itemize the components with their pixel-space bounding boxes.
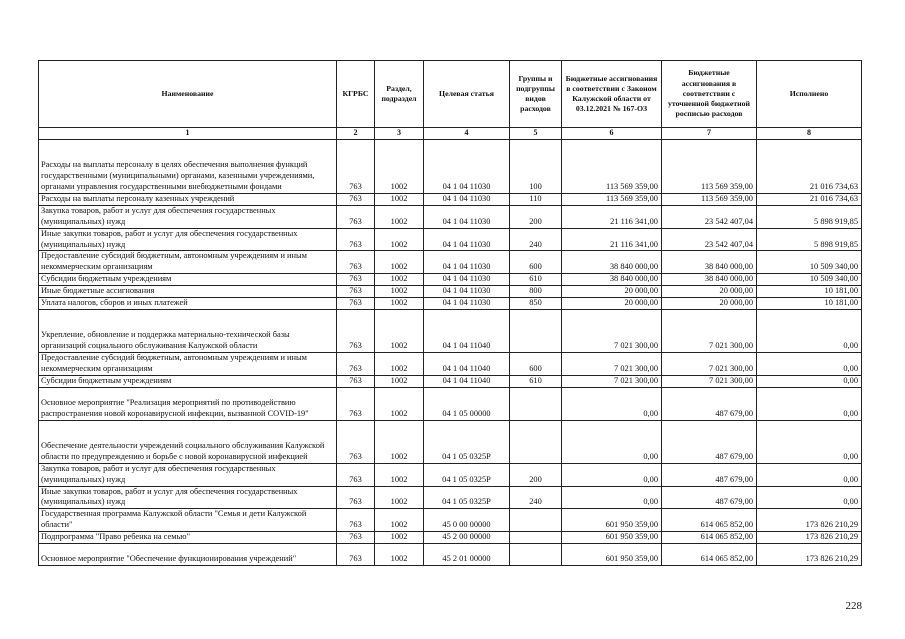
row-law-amount: 20 000,00 xyxy=(562,298,662,310)
row-kgrbs: 763 xyxy=(337,532,375,544)
row-refined-amount: 7 021 300,00 xyxy=(662,309,757,352)
row-law-amount: 38 840 000,00 xyxy=(562,274,662,286)
table-row xyxy=(39,486,862,509)
row-law-amount: 0,00 xyxy=(562,463,662,486)
column-number: 2 xyxy=(337,128,375,140)
row-section: 1002 xyxy=(375,387,424,420)
row-name: Основное мероприятие "Обеспечение функционирования учреждений" xyxy=(39,544,337,566)
row-kgrbs: 763 xyxy=(337,420,375,463)
row-group: 240 xyxy=(510,228,562,251)
row-executed-amount: 0,00 xyxy=(757,309,862,352)
row-name: Закупка товаров, работ и услуг для обеспечения государственных (муниципальных) нужд xyxy=(39,463,337,486)
row-section: 1002 xyxy=(375,228,424,251)
row-group xyxy=(510,509,562,532)
row-section: 1002 xyxy=(375,544,424,566)
row-section: 1002 xyxy=(375,463,424,486)
row-target: 45 0 00 00000 xyxy=(424,509,510,532)
table-row xyxy=(39,205,862,228)
header-refined: Бюджетные ассигнования в соответствии с уточненной бюджетной росписью расходов xyxy=(662,61,757,128)
row-section: 1002 xyxy=(375,352,424,375)
row-law-amount: 0,00 xyxy=(562,387,662,420)
row-group: 100 xyxy=(510,139,562,193)
row-target: 04 1 04 11030 xyxy=(424,274,510,286)
row-executed-amount: 0,00 xyxy=(757,387,862,420)
row-target: 04 1 04 11030 xyxy=(424,139,510,193)
row-target: 04 1 04 11030 xyxy=(424,298,510,310)
row-group: 850 xyxy=(510,298,562,310)
page-number: 228 xyxy=(845,600,862,612)
row-kgrbs: 763 xyxy=(337,486,375,509)
row-group: 200 xyxy=(510,205,562,228)
row-section: 1002 xyxy=(375,286,424,298)
row-kgrbs: 763 xyxy=(337,463,375,486)
row-target: 04 1 05 00000 xyxy=(424,387,510,420)
row-kgrbs: 763 xyxy=(337,387,375,420)
row-executed-amount: 10 181,00 xyxy=(757,298,862,310)
header-section: Раздел, подраздел xyxy=(375,61,424,128)
row-refined-amount: 487 679,00 xyxy=(662,486,757,509)
row-executed-amount: 173 826 210,29 xyxy=(757,544,862,566)
row-target: 04 1 04 11030 xyxy=(424,228,510,251)
table-row xyxy=(39,298,862,310)
row-kgrbs: 763 xyxy=(337,375,375,387)
row-law-amount: 601 950 359,00 xyxy=(562,544,662,566)
table-row xyxy=(39,352,862,375)
row-section: 1002 xyxy=(375,193,424,205)
row-law-amount: 20 000,00 xyxy=(562,286,662,298)
row-kgrbs: 763 xyxy=(337,228,375,251)
column-number: 8 xyxy=(757,128,862,140)
row-name: Субсидии бюджетным учреждениям xyxy=(39,375,337,387)
column-number-row xyxy=(39,128,862,140)
row-group xyxy=(510,544,562,566)
header-row xyxy=(39,61,862,128)
row-name: Государственная программа Калужской области "Семья и дети Калужской области" xyxy=(39,509,337,532)
row-executed-amount: 173 826 210,29 xyxy=(757,532,862,544)
row-refined-amount: 614 065 852,00 xyxy=(662,509,757,532)
table-row xyxy=(39,387,862,420)
row-group: 610 xyxy=(510,274,562,286)
row-executed-amount: 21 016 734,63 xyxy=(757,139,862,193)
row-executed-amount: 5 898 919,85 xyxy=(757,228,862,251)
row-group: 240 xyxy=(510,486,562,509)
row-law-amount: 7 021 300,00 xyxy=(562,375,662,387)
row-target: 45 2 00 00000 xyxy=(424,532,510,544)
row-law-amount: 21 116 341,00 xyxy=(562,228,662,251)
header-executed: Исполнено xyxy=(757,61,862,128)
column-number: 4 xyxy=(424,128,510,140)
row-law-amount: 7 021 300,00 xyxy=(562,309,662,352)
budget-table xyxy=(38,60,862,566)
row-kgrbs: 763 xyxy=(337,309,375,352)
row-section: 1002 xyxy=(375,420,424,463)
row-section: 1002 xyxy=(375,532,424,544)
row-name: Иные закупки товаров, работ и услуг для обеспечения государственных (муниципальных) нужд xyxy=(39,486,337,509)
table-row xyxy=(39,193,862,205)
row-target: 04 1 04 11040 xyxy=(424,375,510,387)
row-target: 04 1 05 0325P xyxy=(424,486,510,509)
row-refined-amount: 113 569 359,00 xyxy=(662,139,757,193)
table-row xyxy=(39,463,862,486)
row-kgrbs: 763 xyxy=(337,544,375,566)
table-row xyxy=(39,251,862,274)
column-number: 7 xyxy=(662,128,757,140)
row-kgrbs: 763 xyxy=(337,193,375,205)
header-target: Целевая статья xyxy=(424,61,510,128)
row-group: 800 xyxy=(510,286,562,298)
row-executed-amount: 10 509 340,00 xyxy=(757,274,862,286)
header-groups: Группы и подгруппы видов расходов xyxy=(510,61,562,128)
column-number: 1 xyxy=(39,128,337,140)
row-refined-amount: 23 542 407,04 xyxy=(662,205,757,228)
row-group xyxy=(510,387,562,420)
row-kgrbs: 763 xyxy=(337,352,375,375)
row-target: 04 1 04 11030 xyxy=(424,251,510,274)
row-refined-amount: 113 569 359,00 xyxy=(662,193,757,205)
table-row xyxy=(39,544,862,566)
row-executed-amount: 0,00 xyxy=(757,352,862,375)
row-name: Субсидии бюджетным учреждениям xyxy=(39,274,337,286)
row-target: 04 1 04 11030 xyxy=(424,205,510,228)
row-executed-amount: 0,00 xyxy=(757,420,862,463)
row-kgrbs: 763 xyxy=(337,139,375,193)
row-group: 110 xyxy=(510,193,562,205)
row-target: 04 1 04 11040 xyxy=(424,309,510,352)
row-law-amount: 0,00 xyxy=(562,486,662,509)
row-refined-amount: 38 840 000,00 xyxy=(662,274,757,286)
row-name: Иные закупки товаров, работ и услуг для обеспечения государственных (муниципальных) нужд xyxy=(39,228,337,251)
row-name: Обеспечение деятельности учреждений социального обслуживания Калужской области по предупреждению и борьбе с новой коронавирусной инфекцией xyxy=(39,420,337,463)
row-kgrbs: 763 xyxy=(337,251,375,274)
row-law-amount: 21 116 341,00 xyxy=(562,205,662,228)
row-refined-amount: 7 021 300,00 xyxy=(662,375,757,387)
row-group: 600 xyxy=(510,251,562,274)
row-refined-amount: 487 679,00 xyxy=(662,463,757,486)
row-name: Расходы на выплаты персоналу в целях обеспечения выполнения функций государственными (муниципальными) органами, казенными учреждениями, органами управления государственными внебюджетными фондами xyxy=(39,139,337,193)
row-kgrbs: 763 xyxy=(337,205,375,228)
row-kgrbs: 763 xyxy=(337,509,375,532)
table-row xyxy=(39,532,862,544)
row-name: Иные бюджетные ассигнования xyxy=(39,286,337,298)
row-executed-amount: 10 509 340,00 xyxy=(757,251,862,274)
row-section: 1002 xyxy=(375,375,424,387)
row-refined-amount: 23 542 407,04 xyxy=(662,228,757,251)
row-section: 1002 xyxy=(375,205,424,228)
row-group: 600 xyxy=(510,352,562,375)
row-law-amount: 113 569 359,00 xyxy=(562,139,662,193)
row-section: 1002 xyxy=(375,486,424,509)
row-section: 1002 xyxy=(375,139,424,193)
row-law-amount: 38 840 000,00 xyxy=(562,251,662,274)
row-executed-amount: 21 016 734,63 xyxy=(757,193,862,205)
table-row xyxy=(39,228,862,251)
row-name: Подпрограмма "Право ребенка на семью" xyxy=(39,532,337,544)
row-law-amount: 0,00 xyxy=(562,420,662,463)
row-executed-amount: 10 181,00 xyxy=(757,286,862,298)
row-target: 45 2 01 00000 xyxy=(424,544,510,566)
row-kgrbs: 763 xyxy=(337,286,375,298)
row-group: 200 xyxy=(510,463,562,486)
row-target: 04 1 04 11030 xyxy=(424,193,510,205)
row-section: 1002 xyxy=(375,298,424,310)
header-kgrbs: КГРБС xyxy=(337,61,375,128)
row-law-amount: 113 569 359,00 xyxy=(562,193,662,205)
row-executed-amount: 5 898 919,85 xyxy=(757,205,862,228)
row-refined-amount: 614 065 852,00 xyxy=(662,544,757,566)
row-executed-amount: 0,00 xyxy=(757,375,862,387)
row-law-amount: 601 950 359,00 xyxy=(562,509,662,532)
header-law: Бюджетные ассигнования в соответствии с Законом Калужской области от 03.12.2021 № 167-ОЗ xyxy=(562,61,662,128)
row-refined-amount: 614 065 852,00 xyxy=(662,532,757,544)
table-row xyxy=(39,420,862,463)
row-group: 610 xyxy=(510,375,562,387)
table-row xyxy=(39,309,862,352)
table-row xyxy=(39,274,862,286)
column-number: 6 xyxy=(562,128,662,140)
row-refined-amount: 20 000,00 xyxy=(662,298,757,310)
row-name: Предоставление субсидий бюджетным, автономным учреждениям и иным некоммерческим организациям xyxy=(39,352,337,375)
column-number: 5 xyxy=(510,128,562,140)
table-row xyxy=(39,139,862,193)
row-target: 04 1 05 0325P xyxy=(424,420,510,463)
row-refined-amount: 7 021 300,00 xyxy=(662,352,757,375)
row-section: 1002 xyxy=(375,274,424,286)
row-kgrbs: 763 xyxy=(337,274,375,286)
row-refined-amount: 487 679,00 xyxy=(662,387,757,420)
row-kgrbs: 763 xyxy=(337,298,375,310)
row-name: Расходы на выплаты персоналу казенных учреждений xyxy=(39,193,337,205)
row-refined-amount: 20 000,00 xyxy=(662,286,757,298)
header-name: Наименование xyxy=(39,61,337,128)
row-section: 1002 xyxy=(375,309,424,352)
column-number: 3 xyxy=(375,128,424,140)
row-group xyxy=(510,532,562,544)
row-law-amount: 601 950 359,00 xyxy=(562,532,662,544)
row-name: Уплата налогов, сборов и иных платежей xyxy=(39,298,337,310)
row-name: Укрепление, обновление и поддержка материально-технической базы организаций социального обслуживания Калужской области xyxy=(39,309,337,352)
row-section: 1002 xyxy=(375,509,424,532)
row-refined-amount: 38 840 000,00 xyxy=(662,251,757,274)
table-row xyxy=(39,509,862,532)
row-law-amount: 7 021 300,00 xyxy=(562,352,662,375)
row-name: Предоставление субсидий бюджетным, автономным учреждениям и иным некоммерческим организациям xyxy=(39,251,337,274)
row-target: 04 1 05 0325P xyxy=(424,463,510,486)
table-row xyxy=(39,286,862,298)
row-section: 1002 xyxy=(375,251,424,274)
row-group xyxy=(510,309,562,352)
row-group xyxy=(510,420,562,463)
row-refined-amount: 487 679,00 xyxy=(662,420,757,463)
row-name: Основное мероприятие "Реализация мероприятий по противодействию распространения новой коронавирусной инфекции, вызванной COVID-19" xyxy=(39,387,337,420)
row-name: Закупка товаров, работ и услуг для обеспечения государственных (муниципальных) нужд xyxy=(39,205,337,228)
table-row xyxy=(39,375,862,387)
row-executed-amount: 173 826 210,29 xyxy=(757,509,862,532)
row-target: 04 1 04 11030 xyxy=(424,286,510,298)
row-executed-amount: 0,00 xyxy=(757,486,862,509)
row-executed-amount: 0,00 xyxy=(757,463,862,486)
budget-sheet xyxy=(38,60,862,566)
row-target: 04 1 04 11040 xyxy=(424,352,510,375)
